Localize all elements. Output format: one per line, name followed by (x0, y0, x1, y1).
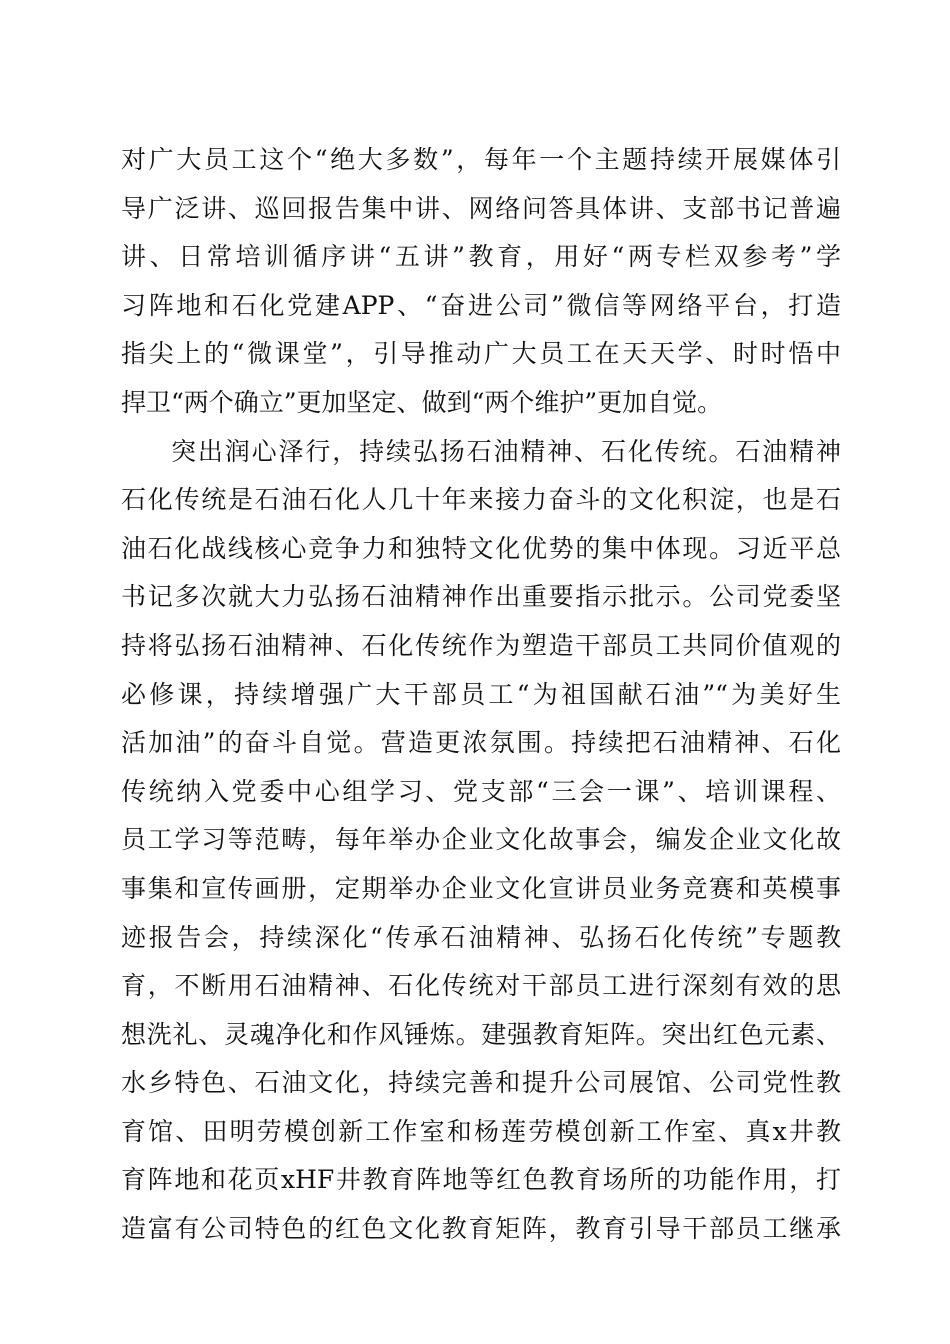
text-line: 员工学习等范畴，每年举办企业文化故事会，编发企业文化故 (121, 825, 841, 855)
text-line: 讲、日常培训循序讲“五讲”教育，用好“两专栏双参考”学 (121, 242, 841, 272)
text-line: 事集和宣传画册，定期举办企业文化宣讲员业务竞赛和英模事 (121, 873, 841, 903)
text-line: 指尖上的“微课堂”，引导推动广大员工在天天学、时时悟中 (121, 339, 841, 369)
text-line: 迹报告会，持续深化“传承石油精神、弘扬石化传统”专题教 (121, 922, 841, 952)
text-line: 育阵地和花页xHF井教育阵地等红色教育场所的功能作用，打 (121, 1165, 841, 1195)
text-line: 水乡特色、石油文化，持续完善和提升公司展馆、公司党性教 (121, 1068, 841, 1098)
text-line: 石化传统是石油石化人几十年来接力奋斗的文化积淀，也是石 (121, 485, 841, 515)
document-body (121, 136, 841, 1254)
text-line: 油石化战线核心竞争力和独特文化优势的集中体现。习近平总 (121, 533, 841, 563)
text-line: 活加油”的奋斗自觉。营造更浓氛围。持续把石油精神、石化 (121, 728, 841, 758)
text-line: 捍卫“两个确立”更加坚定、做到“两个维护”更加自觉。 (121, 387, 723, 417)
text-line: 持将弘扬石油精神、石化传统作为塑造干部员工共同价值观的 (121, 630, 841, 660)
text-line: 导广泛讲、巡回报告集中讲、网络问答具体讲、支部书记普遍 (121, 193, 841, 223)
text-line: 对广大员工这个“绝大多数”，每年一个主题持续开展媒体引 (121, 145, 841, 174)
text-line: 突出润心泽行，持续弘扬石油精神、石化传统。石油精神 (171, 436, 841, 466)
text-line: 造富有公司特色的红色文化教育矩阵，教育引导干部员工继承 (121, 1214, 841, 1244)
text-line: 习阵地和石化党建APP、“奋进公司”微信等网络平台，打造 (121, 290, 841, 320)
text-line: 育，不断用石油精神、石化传统对干部员工进行深刻有效的思 (121, 971, 841, 1001)
text-line: 传统纳入党委中心组学习、党支部“三会一课”、培训课程、 (121, 776, 841, 806)
text-line: 育馆、田明劳模创新工作室和杨莲劳模创新工作室、真x井教 (121, 1116, 841, 1146)
text-line: 想洗礼、灵魂净化和作风锤炼。建强教育矩阵。突出红色元素、 (121, 1019, 841, 1049)
text-line: 必修课，持续增强广大干部员工“为祖国献石油”“为美好生 (121, 679, 841, 709)
text-line: 书记多次就大力弘扬石油精神作出重要指示批示。公司党委坚 (121, 582, 841, 612)
